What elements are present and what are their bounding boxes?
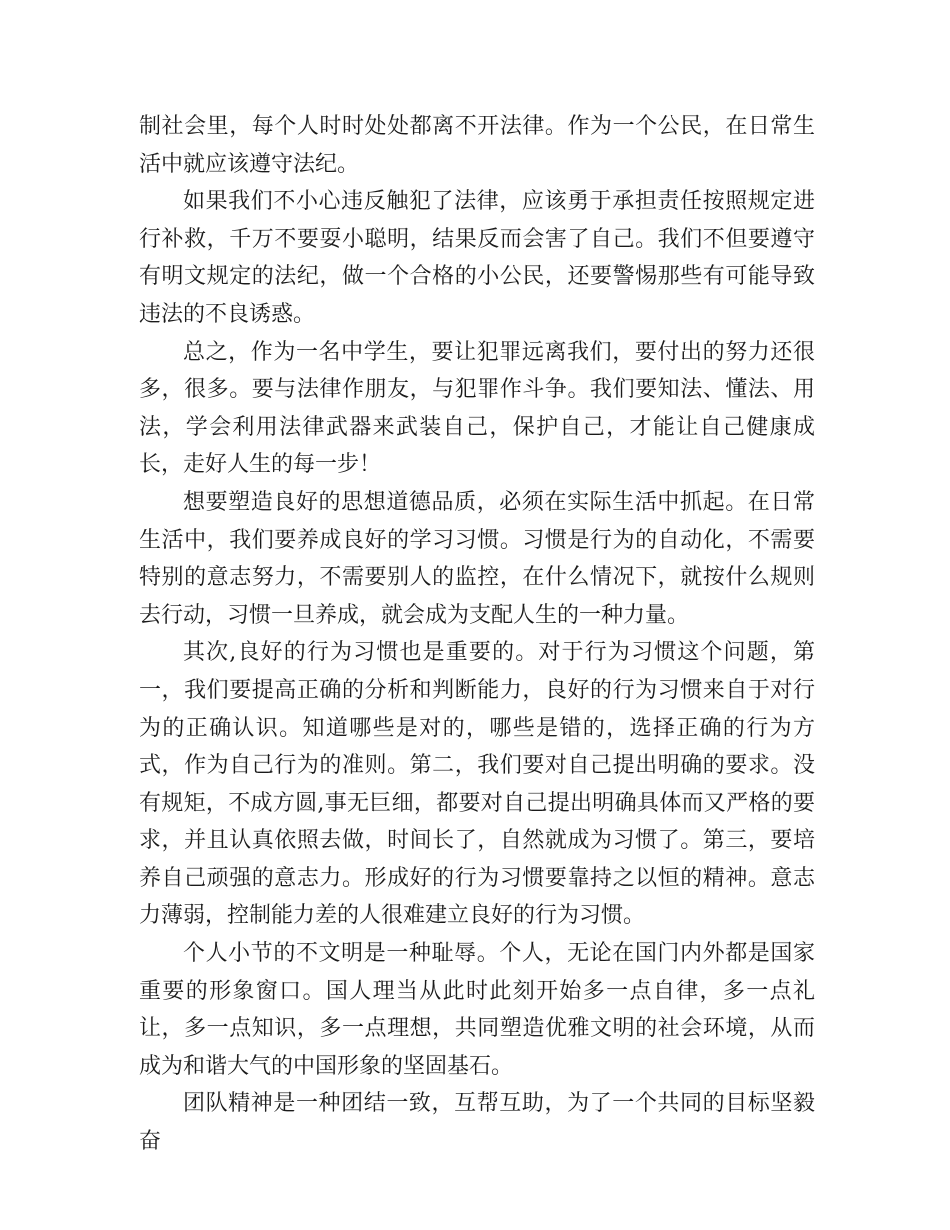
paragraph-1: 制社会里，每个人时时处处都离不开法律。作为一个公民，在日常生活中就应该遵守法纪。 [139, 114, 815, 177]
paragraph-7: 团队精神是一种团结一致，互帮互助，为了一个共同的目标坚毅奋 [139, 1091, 815, 1155]
paragraph-4: 想要塑造良好的思想道德品质，必须在实际生活中抓起。在日常生活中，我们要养成良好的学习习惯。习惯是行为的自动化，不需要特别的意志努力，不需要别人的监控，在什么情况下，就按什么规则去行动，习惯一旦养成，就会成为支配人生的一种力量。 [139, 489, 815, 628]
paragraph-2: 如果我们不小心违反触犯了法律，应该勇于承担责任按照规定进行补救，千万不要耍小聪明，结果反而会害了自己。我们不但要遵守有明文规定的法纪，做一个合格的小公民，还要警惕那些有可能导致违法的不良诱惑。 [139, 189, 815, 327]
paragraph-6: 个人小节的不文明是一种耻辱。个人，无论在国门内外都是国家重要的形象窗口。国人理当从此时此刻开始多一点自律，多一点礼让，多一点知识，多一点理想，共同塑造优雅文明的社会环境，从而成为和谐大气的中国形象的坚固基石。 [139, 941, 815, 1079]
document-body [139, 108, 815, 1161]
paragraph-3: 总之，作为一名中学生，要让犯罪远离我们，要付出的努力还很多，很多。要与法律作朋友，与犯罪作斗争。我们要知法、懂法、用法，学会利用法律武器来武装自己，保护自己，才能让自己健康成长，走好人生的每一步！ [139, 339, 815, 478]
paragraph-5: 其次,良好的行为习惯也是重要的。对于行为习惯这个问题，第一，我们要提高正确的分析和判断能力，良好的行为习惯来自于对行为的正确认识。知道哪些是对的，哪些是错的，选择正确的行为方式，作为自己行为的准则。第二，我们要对自己提出明确的要求。没有规矩，不成方圆,事无巨细，都要对自己提出明确具体而又严格的要求，并且认真依照去做，时间长了，自然就成为习惯了。第三，要培养自己顽强的意志力。形成好的行为习惯要靠持之以恒的精神。意志力薄弱，控制能力差的人很难建立良好的行为习惯。 [139, 640, 815, 929]
